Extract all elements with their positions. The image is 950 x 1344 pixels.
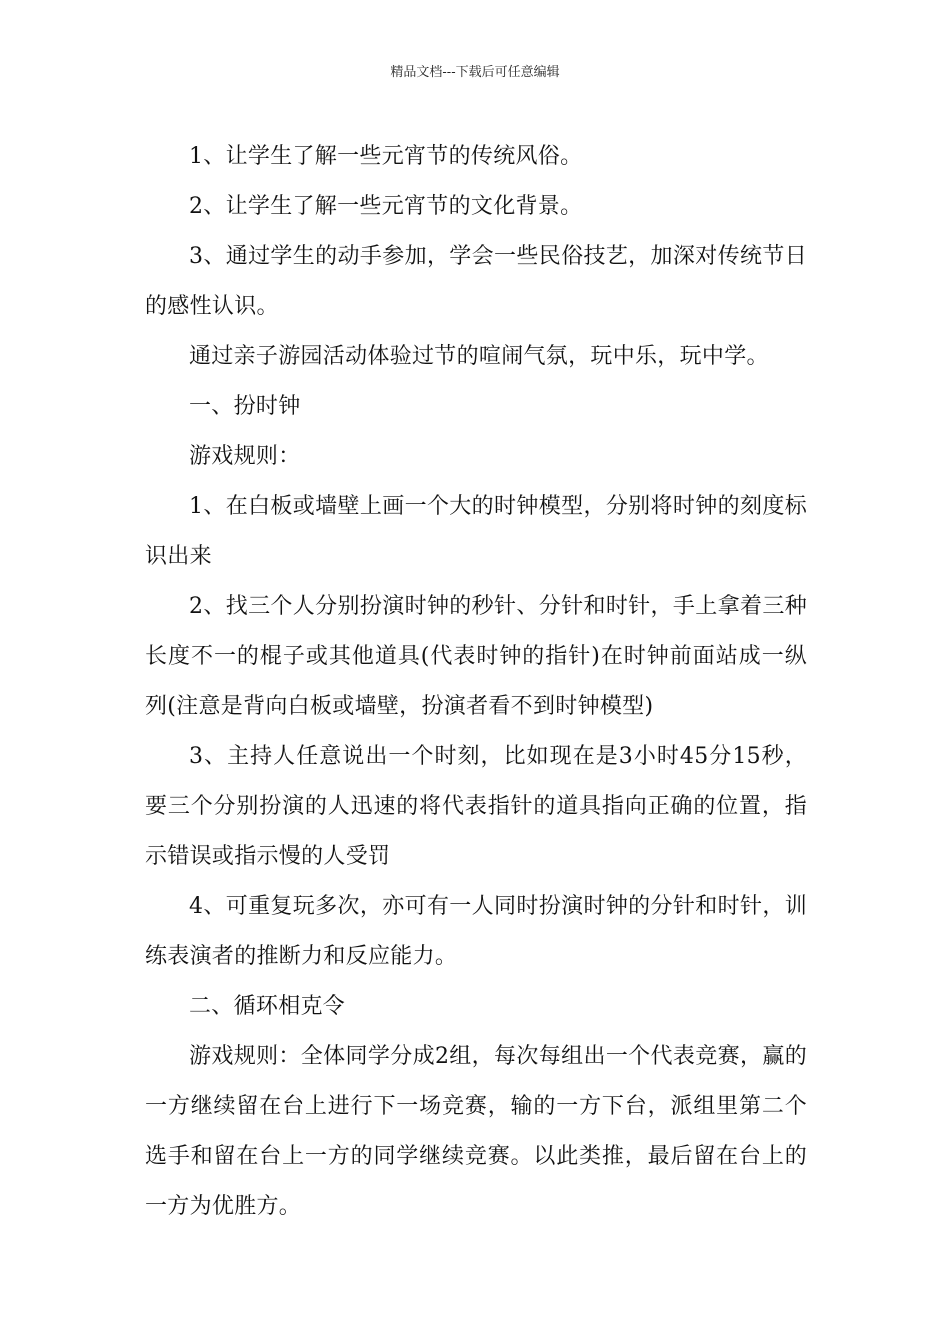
paragraph-clock-rule-4: 4、可重复玩多次，亦可有一人同时扮演时钟的分针和时针，训练表演者的推断力和反应能力。	[145, 894, 807, 969]
rules-label-clock: 游戏规则：	[189, 444, 301, 469]
paragraph-clock-rule-2: 2、找三个人分别扮演时钟的秒针、分针和时针，手上拿着三种长度不一的棍子或其他道具(代表时钟的指针)在时钟前面站成一纵列(注意是背向白板或墙壁，扮演者看不到时钟模型)	[145, 594, 807, 719]
paragraph-goal-3: 3、通过学生的动手参加，学会一些民俗技艺，加深对传统节日的感性认识。	[145, 244, 807, 319]
document-body	[145, 132, 807, 1232]
paragraph-goal-2: 2、让学生了解一些元宵节的文化背景。	[189, 194, 583, 219]
section-heading-cycle: 二、循环相克令	[189, 994, 346, 1019]
paragraph-cycle-rules: 游戏规则：全体同学分成2组，每次每组出一个代表竞赛，赢的一方继续留在台上进行下一场竞赛，输的一方下台，派组里第二个选手和留在台上一方的同学继续竞赛。以此类推，最后留在台上的一方为优胜方。	[145, 1044, 807, 1219]
section-heading-clock: 一、扮时钟	[189, 394, 301, 419]
paragraph-clock-rule-1: 1、在白板或墙壁上画一个大的时钟模型，分别将时钟的刻度标识出来	[145, 494, 807, 569]
paragraph-activity-intro: 通过亲子游园活动体验过节的喧闹气氛，玩中乐，玩中学。	[189, 344, 769, 369]
paragraph-goal-1: 1、让学生了解一些元宵节的传统风俗。	[189, 144, 583, 169]
page-header: 精品文档---下载后可任意编辑	[390, 65, 560, 80]
paragraph-clock-rule-3: 3、主持人任意说出一个时刻，比如现在是3小时45分15秒，要三个分别扮演的人迅速的将代表指针的道具指向正确的位置，指示错误或指示慢的人受罚	[145, 744, 807, 869]
